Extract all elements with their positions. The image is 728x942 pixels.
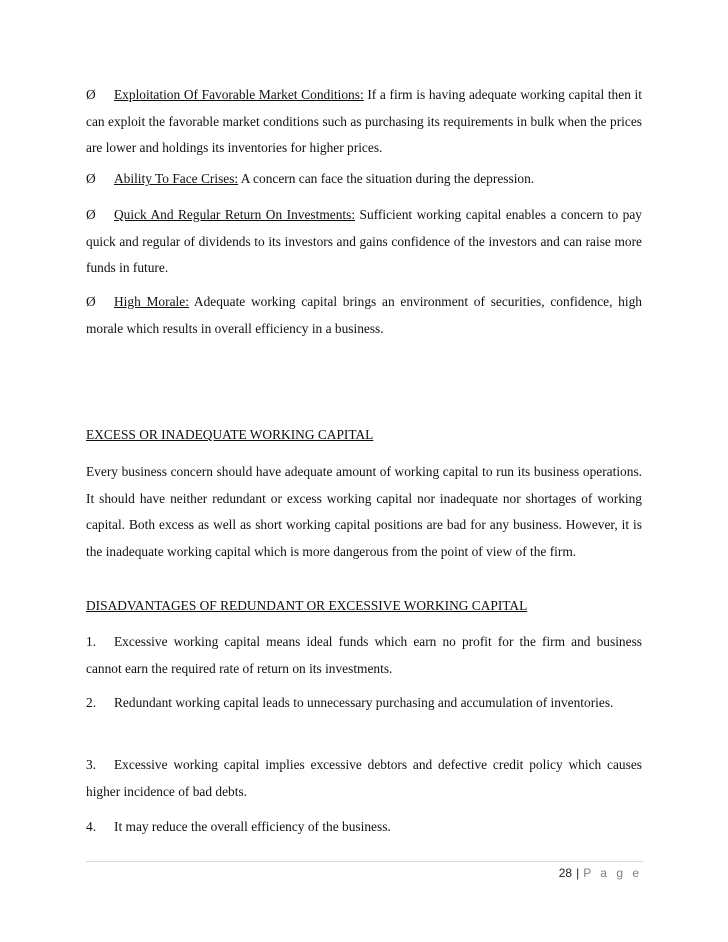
page-label: P a g e bbox=[583, 866, 642, 880]
benefit-title: High Morale: bbox=[114, 294, 189, 309]
list-number: 1. bbox=[86, 634, 97, 649]
section-heading: DISADVANTAGES OF REDUNDANT OR EXCESSIVE WORKING CAPITAL bbox=[86, 598, 528, 613]
list-number: 3. bbox=[86, 757, 97, 772]
page-footer bbox=[559, 866, 642, 880]
list-item bbox=[86, 752, 642, 805]
benefit-text: Adequate working capital brings an environment of securities, confidence, high morale which results in overall efficiency in a business. bbox=[86, 294, 642, 336]
benefit-text: If a firm is having adequate working capital then it can exploit the favorable market conditions such as purchasing its requirements in bulk when the prices are lower and holdings its inventories for higher prices. bbox=[86, 87, 642, 155]
list-number: 2. bbox=[86, 695, 97, 710]
list-text: It may reduce the overall efficiency of the business. bbox=[114, 819, 391, 834]
benefit-paragraph bbox=[86, 202, 642, 282]
bullet-icon: Ø bbox=[86, 207, 96, 222]
footer-divider bbox=[86, 861, 643, 862]
list-text: Excessive working capital implies excessive debtors and defective credit policy which causes higher incidence of bad debts. bbox=[86, 757, 642, 799]
footer-separator: | bbox=[576, 866, 580, 880]
bullet-icon: Ø bbox=[86, 294, 96, 309]
benefit-paragraph bbox=[86, 289, 642, 342]
list-number: 4. bbox=[86, 819, 97, 834]
benefit-title: Ability To Face Crises: bbox=[114, 171, 239, 186]
benefit-paragraph bbox=[86, 82, 642, 162]
bullet-icon: Ø bbox=[86, 87, 96, 102]
list-item bbox=[86, 629, 642, 682]
benefit-text: A concern can face the situation during the depression. bbox=[238, 171, 535, 186]
section-heading: EXCESS OR INADEQUATE WORKING CAPITAL bbox=[86, 427, 374, 442]
benefit-text: Sufficient working capital enables a concern to pay quick and regular of dividends to its investors and gains confidence of the investors and can raise more funds in future. bbox=[86, 207, 642, 275]
benefit-paragraph bbox=[86, 166, 642, 193]
benefit-title: Exploitation Of Favorable Market Conditions: bbox=[114, 87, 364, 102]
page-number: 28 bbox=[558, 866, 573, 880]
list-text: Redundant working capital leads to unnecessary purchasing and accumulation of inventories. bbox=[114, 695, 614, 710]
list-item bbox=[86, 814, 642, 841]
benefit-title: Quick And Regular Return On Investments: bbox=[114, 207, 356, 222]
section-body: Every business concern should have adequate amount of working capital to run its business operations. It should have neither redundant or excess working capital nor inadequate nor shortages of working capital. Both excess as well as short working capital positions are bad for any business. However, it is the inadequate working capital which is more dangerous from the point of view of the firm. bbox=[86, 464, 642, 559]
list-item bbox=[86, 690, 642, 717]
list-text: Excessive working capital means ideal funds which earn no profit for the firm and business cannot earn the required rate of return on its investments. bbox=[86, 634, 642, 676]
bullet-icon: Ø bbox=[86, 171, 96, 186]
